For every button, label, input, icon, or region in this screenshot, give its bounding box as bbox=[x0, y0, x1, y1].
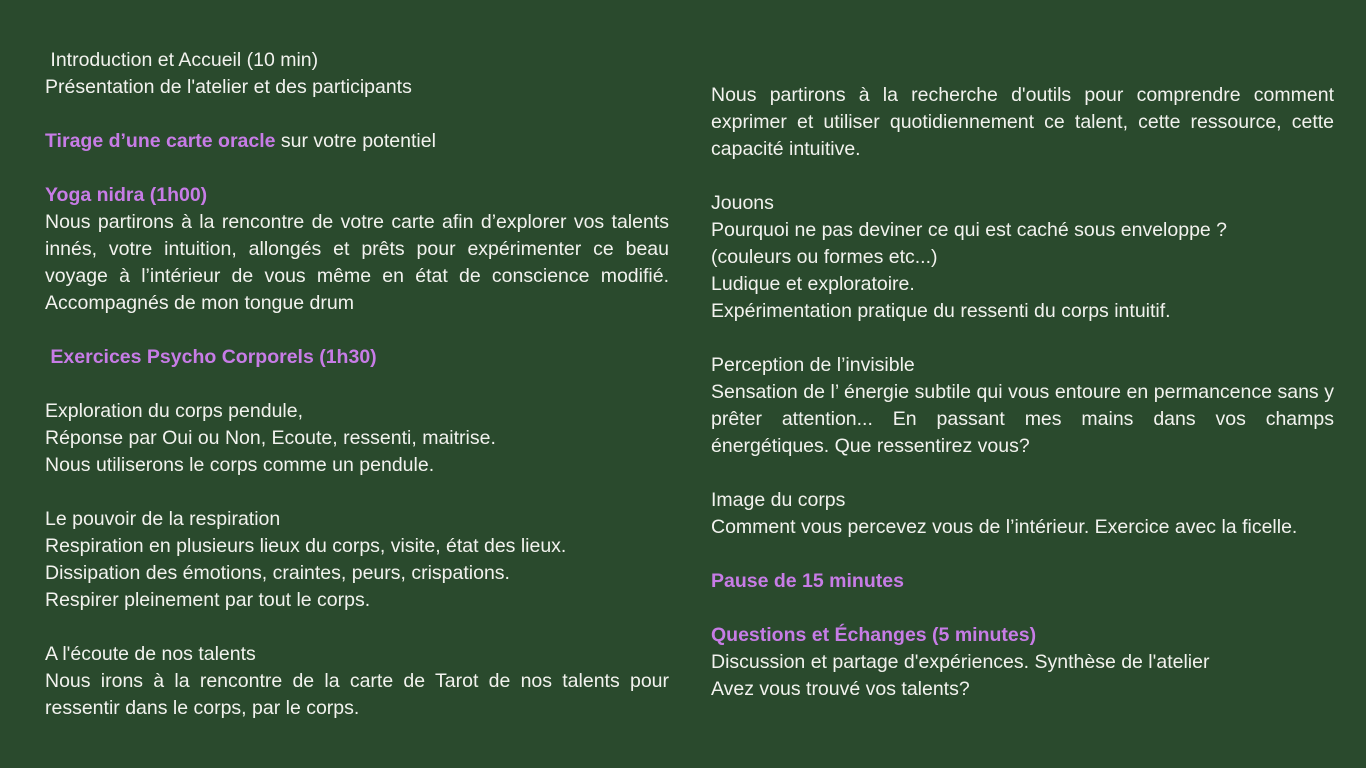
questions-line-1: Discussion et partage d'expériences. Synthèse de l'atelier bbox=[711, 651, 1210, 673]
outils-text: Nous partirons à la recherche d'outils pour comprendre comment exprimer et utiliser quotidiennement ce talent, cette ressource, cette capacité intuitive. bbox=[711, 84, 1334, 160]
intro-title: Introduction et Accueil (10 min) bbox=[45, 49, 319, 71]
jouons-line-2: Pourquoi ne pas deviner ce qui est caché sous enveloppe ? bbox=[711, 219, 1228, 241]
right-column bbox=[711, 82, 1334, 703]
talents-title: A l'écoute de nos talents bbox=[45, 643, 256, 665]
respiration-line-3: Dissipation des émotions, craintes, peurs, crispations. bbox=[45, 562, 510, 584]
yoga-title: Yoga nidra (1h00) bbox=[45, 184, 208, 206]
invisible-title: Perception de l’invisible bbox=[711, 354, 915, 376]
intro-text: Présentation de l'atelier et des participants bbox=[45, 76, 412, 98]
respiration-line-1: Le pouvoir de la respiration bbox=[45, 508, 281, 530]
questions-line-2: Avez vous trouvé vos talents? bbox=[711, 678, 970, 700]
tirage-line bbox=[45, 128, 669, 155]
yoga-text: Nous partirons à la rencontre de votre carte afin d’explorer vos talents innés, votre intuition, allongés et prêts pour expérimenter ce beau voyage à l’intérieur de vous même en état de conscience modifié. Accompagnés de mon tongue drum bbox=[45, 211, 669, 314]
respiration-line-4: Respirer pleinement par tout le corps. bbox=[45, 589, 371, 611]
invisible-text: Sensation de l’ énergie subtile qui vous entoure en permancence sans y prêter attention... En passant mes mains dans vos champs énergétiques. Que ressentirez vous? bbox=[711, 381, 1334, 457]
left-column bbox=[45, 47, 669, 722]
image-text: Comment vous percevez vous de l’intérieur. Exercice avec la ficelle. bbox=[711, 516, 1298, 538]
pendule-line-3: Nous utiliserons le corps comme un pendule. bbox=[45, 454, 435, 476]
pause-title: Pause de 15 minutes bbox=[711, 570, 904, 592]
respiration-line-2: Respiration en plusieurs lieux du corps, visite, état des lieux. bbox=[45, 535, 567, 557]
exercices-title: Exercices Psycho Corporels (1h30) bbox=[45, 346, 377, 368]
jouons-line-5: Expérimentation pratique du ressenti du corps intuitif. bbox=[711, 300, 1171, 322]
pendule-line-1: Exploration du corps pendule, bbox=[45, 400, 304, 422]
jouons-line-1: Jouons bbox=[711, 192, 774, 214]
talents-text: Nous irons à la rencontre de la carte de Tarot de nos talents pour ressentir dans le corps, par le corps. bbox=[45, 670, 669, 719]
questions-title: Questions et Échanges (5 minutes) bbox=[711, 624, 1037, 646]
jouons-line-3: (couleurs ou formes etc...) bbox=[711, 246, 938, 268]
jouons-line-4: Ludique et exploratoire. bbox=[711, 273, 915, 295]
tirage-rest: sur votre potentiel bbox=[275, 130, 436, 152]
pendule-line-2: Réponse par Oui ou Non, Ecoute, ressenti, maitrise. bbox=[45, 427, 496, 449]
tirage-accent: Tirage d’une carte oracle bbox=[45, 130, 276, 152]
image-title: Image du corps bbox=[711, 489, 846, 511]
